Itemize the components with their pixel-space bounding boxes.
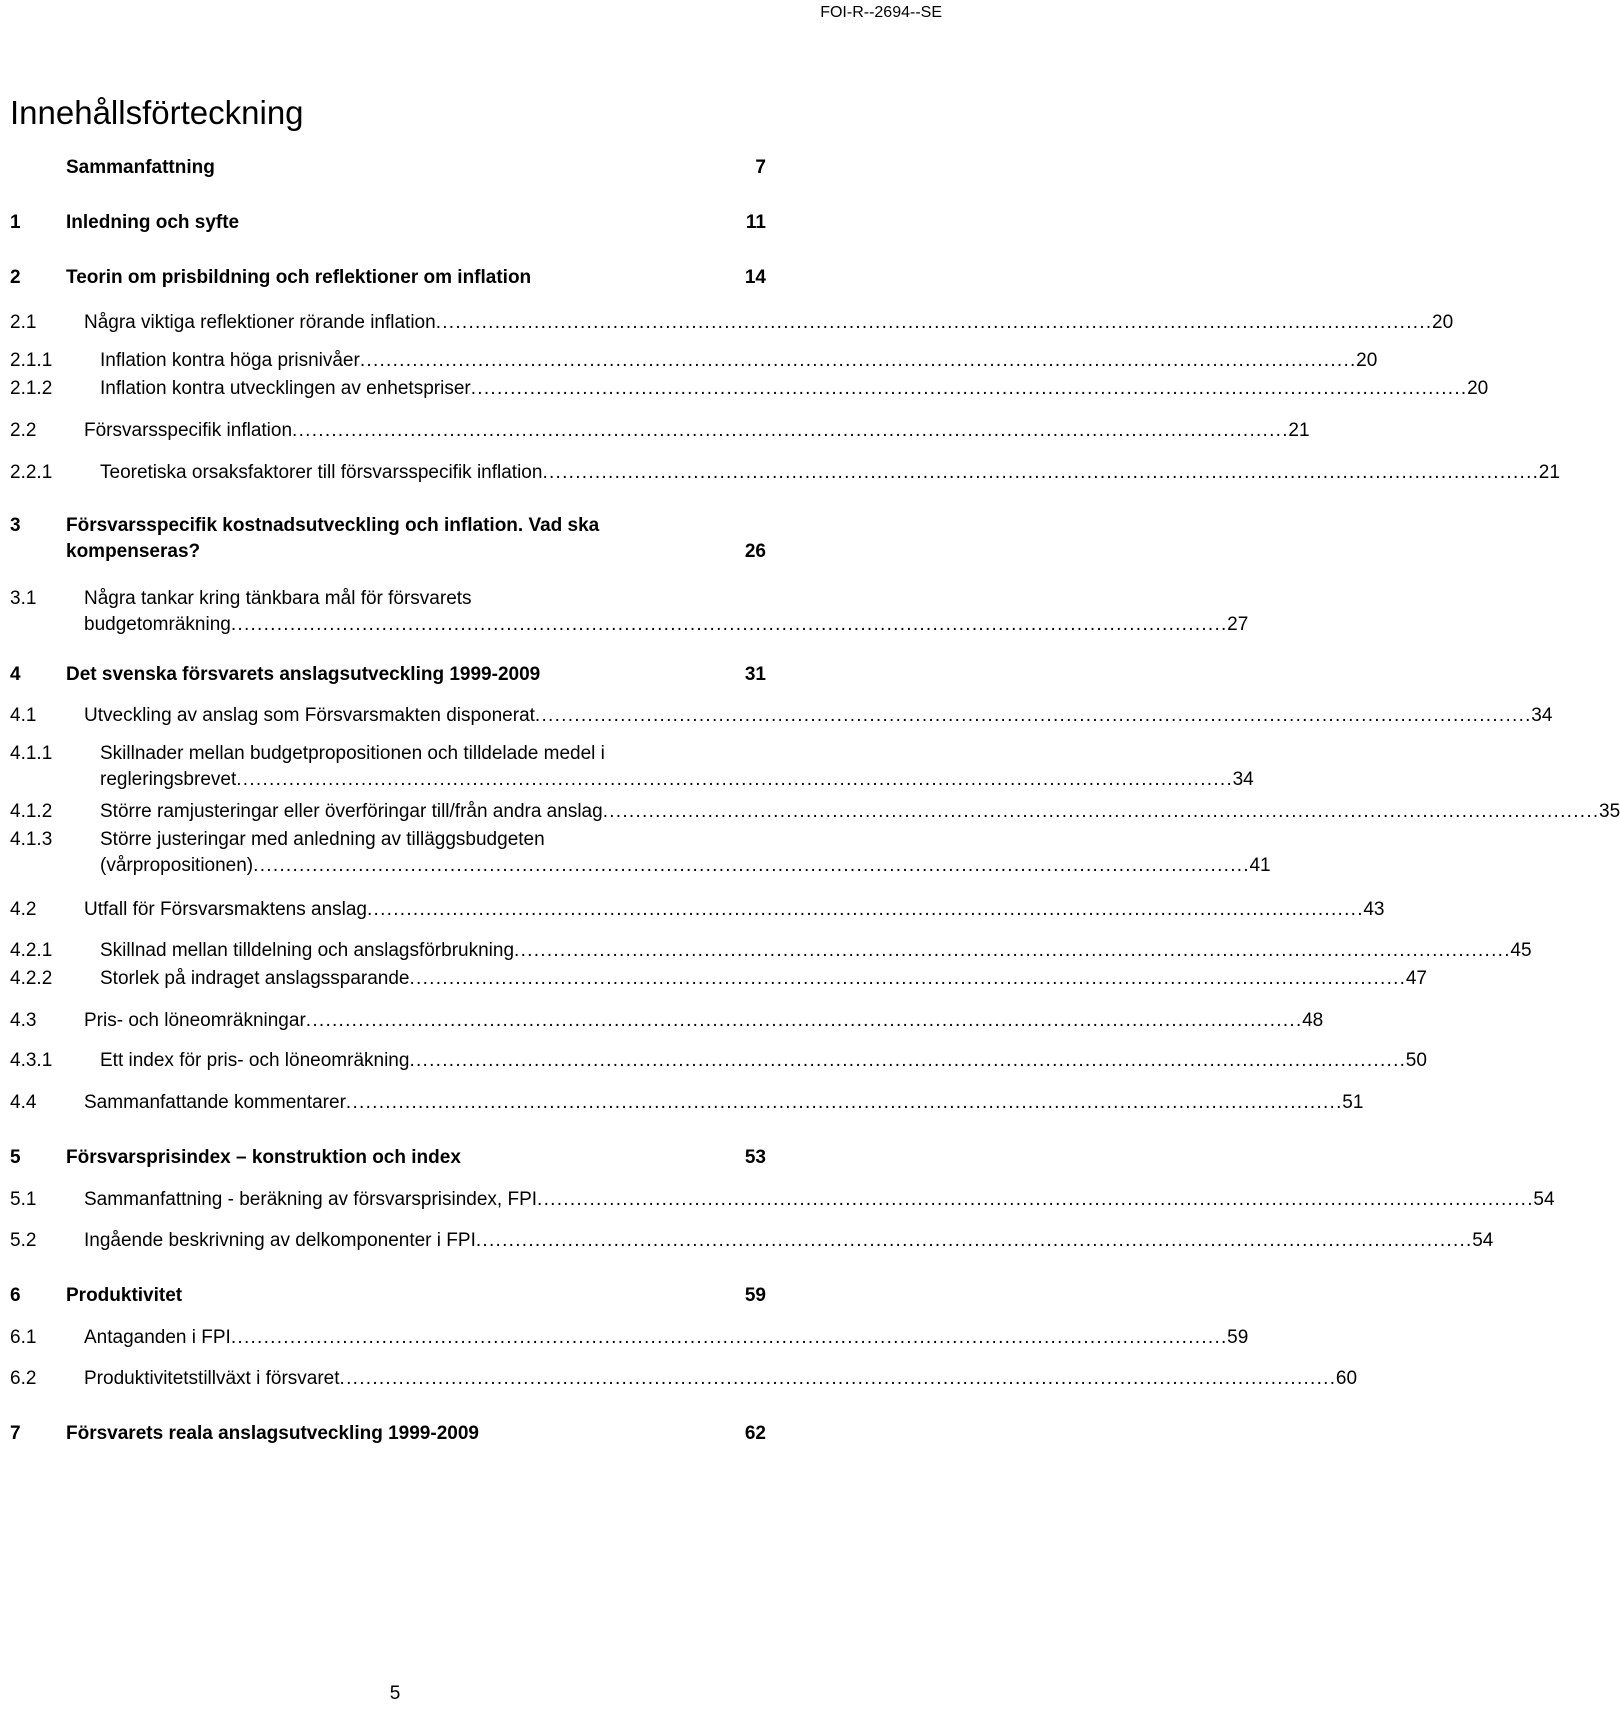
dot-leader bbox=[409, 1048, 1402, 1074]
toc-entry-page: 20 bbox=[1432, 312, 1454, 333]
dot-leader bbox=[292, 418, 1285, 444]
toc-entry-page: 48 bbox=[1302, 1010, 1324, 1031]
toc-entry[interactable] bbox=[10, 799, 1620, 825]
toc-entry-number: 4.4 bbox=[10, 1092, 37, 1113]
dot-leader bbox=[535, 703, 1528, 729]
toc-entry[interactable] bbox=[10, 1325, 1249, 1351]
toc-entry-page: 11 bbox=[745, 212, 766, 233]
toc-entry-page: 47 bbox=[1405, 968, 1427, 989]
toc-entry-title: Det svenska försvarets anslagsutveckling 1999-2009 bbox=[66, 664, 541, 685]
toc-entry[interactable] bbox=[10, 741, 1254, 793]
toc-entry[interactable] bbox=[10, 460, 1560, 486]
dot-leader bbox=[436, 310, 1429, 336]
dot-leader bbox=[471, 376, 1464, 402]
toc-entry-number: 4.3 bbox=[10, 1010, 37, 1031]
toc-entry-number: 4.1.2 bbox=[10, 801, 53, 822]
toc-entry[interactable] bbox=[10, 418, 1310, 444]
toc-entry-number: 2.2.1 bbox=[10, 462, 53, 483]
toc-entry-title: Produktivitet bbox=[66, 1285, 183, 1306]
toc-entry-page: 41 bbox=[1249, 855, 1271, 876]
toc-entry-number: 2 bbox=[10, 267, 21, 288]
toc-entry-page: 53 bbox=[744, 1147, 766, 1168]
toc-entry-title: Antaganden i FPI bbox=[84, 1327, 231, 1348]
toc-entry[interactable] bbox=[10, 1366, 1358, 1392]
toc-entry-number: 6 bbox=[10, 1285, 21, 1306]
toc-entry-page: 51 bbox=[1342, 1092, 1364, 1113]
dot-leader bbox=[542, 460, 1535, 486]
toc-entry-title: Försvarsspecifik kostnadsutveckling och inflation. Vad ska bbox=[66, 515, 600, 536]
dot-leader bbox=[346, 1090, 1339, 1116]
toc-entry-title: Sammanfattning - beräkning av försvarsprisindex, FPI bbox=[84, 1189, 538, 1210]
toc-entry-page: 54 bbox=[1533, 1189, 1555, 1210]
dot-leader bbox=[603, 799, 1596, 825]
toc-entry-page: 20 bbox=[1356, 350, 1378, 371]
toc-entry-page: 34 bbox=[1531, 705, 1553, 726]
toc-entry[interactable] bbox=[10, 827, 1271, 879]
toc-entry-page: 7 bbox=[755, 157, 766, 178]
toc-entry[interactable] bbox=[10, 1090, 1364, 1116]
toc-entry-number: 5.1 bbox=[10, 1189, 37, 1210]
toc-entry-page: 59 bbox=[1227, 1327, 1249, 1348]
toc-entry-title: Teoretiska orsaksfaktorer till försvarsspecifik inflation bbox=[100, 462, 543, 483]
toc-entry-number: 5 bbox=[10, 1147, 21, 1168]
dot-leader bbox=[537, 1187, 1530, 1213]
dot-leader bbox=[236, 767, 1229, 793]
toc-entry-title: Utfall för Försvarsmaktens anslag bbox=[84, 899, 367, 920]
toc-entry[interactable] bbox=[10, 1283, 766, 1309]
toc-entry-title: Inflation kontra utvecklingen av enhetspriser bbox=[100, 378, 471, 399]
toc-entry-title: Pris- och löneomräkningar bbox=[84, 1010, 306, 1031]
toc-entry-title-cont: regleringsbrevet bbox=[100, 769, 237, 790]
toc-entry-number: 7 bbox=[10, 1423, 21, 1444]
dot-leader bbox=[340, 1366, 1333, 1392]
dot-leader bbox=[476, 1228, 1469, 1254]
toc-entry[interactable] bbox=[10, 1048, 1427, 1074]
dot-leader bbox=[231, 612, 1224, 638]
toc-entry[interactable] bbox=[10, 897, 1385, 923]
toc-entry[interactable] bbox=[10, 1421, 766, 1447]
toc-entry-title: Inledning och syfte bbox=[66, 212, 240, 233]
toc-entry-title: Sammanfattning bbox=[66, 157, 215, 178]
toc-entry-title: Ett index för pris- och löneomräkning bbox=[100, 1050, 410, 1071]
toc-entry-page: 59 bbox=[744, 1285, 766, 1306]
toc-entry-number: 4.1.1 bbox=[10, 743, 53, 764]
toc-entry-page: 35 bbox=[1599, 801, 1620, 822]
toc-entry-title: Utveckling av anslag som Försvarsmakten disponerat bbox=[84, 705, 535, 726]
toc-entry-number: 4.2.1 bbox=[10, 940, 53, 961]
toc-entry-title: Försvarets reala anslagsutveckling 1999-2009 bbox=[66, 1423, 479, 1444]
toc-entry-number: 4.2.2 bbox=[10, 968, 53, 989]
toc-entry-title: Produktivitetstillväxt i försvaret bbox=[84, 1368, 340, 1389]
toc-entry[interactable] bbox=[10, 938, 1532, 964]
toc-entry-page: 62 bbox=[744, 1423, 766, 1444]
toc-entry[interactable] bbox=[10, 513, 766, 565]
toc-entry-page: 21 bbox=[1538, 462, 1560, 483]
toc-entry-title-cont: (vårpropositionen) bbox=[100, 855, 254, 876]
toc-entry-title: Skillnad mellan tilldelning och anslagsförbrukning bbox=[100, 940, 515, 961]
toc-entry-number: 5.2 bbox=[10, 1230, 37, 1251]
toc-entry-title: Några viktiga reflektioner rörande inflation bbox=[84, 312, 436, 333]
toc-entry-number: 4.1 bbox=[10, 705, 37, 726]
toc-entry-title: Teorin om prisbildning och reflektioner om inflation bbox=[66, 267, 532, 288]
toc-entry-title-cont: kompenseras? bbox=[66, 541, 201, 562]
toc-entry[interactable] bbox=[10, 662, 766, 688]
toc-entry[interactable] bbox=[10, 703, 1553, 729]
page-number: 5 bbox=[389, 1683, 401, 1704]
toc-entry[interactable] bbox=[10, 210, 766, 236]
toc-entry-page: 60 bbox=[1335, 1368, 1358, 1389]
toc-entry-number: 6.2 bbox=[10, 1368, 37, 1389]
toc-entry-page: 27 bbox=[1227, 614, 1249, 635]
toc-entry-number: 4.3.1 bbox=[10, 1050, 53, 1071]
toc-entry-page: 21 bbox=[1288, 420, 1310, 441]
toc-entry-title-cont: budgetomräkning bbox=[84, 614, 231, 635]
toc-entry[interactable] bbox=[10, 376, 1489, 402]
toc-entry-page: 54 bbox=[1472, 1230, 1494, 1251]
toc-entry[interactable] bbox=[10, 586, 1249, 638]
toc-entry-number: 1 bbox=[10, 212, 21, 233]
toc-entry-title: Skillnader mellan budgetpropositionen och tilldelade medel i bbox=[100, 743, 605, 764]
dot-leader bbox=[367, 897, 1360, 923]
dot-leader bbox=[306, 1008, 1299, 1034]
page-title: Innehållsförteckning bbox=[10, 94, 304, 131]
dot-leader bbox=[514, 938, 1507, 964]
toc-entry-page: 50 bbox=[1405, 1050, 1427, 1071]
toc-entry-page: 14 bbox=[744, 267, 766, 288]
toc-entry[interactable] bbox=[10, 310, 1454, 336]
toc-entry-number: 4.1.3 bbox=[10, 829, 53, 850]
toc-entry-title: Storlek på indraget anslagssparande bbox=[100, 968, 410, 989]
toc-entry[interactable] bbox=[10, 1228, 1494, 1254]
toc-entry-title: Större ramjusteringar eller överföringar till/från andra anslag bbox=[100, 801, 603, 822]
toc-entry-page: 45 bbox=[1510, 940, 1532, 961]
toc-entry[interactable] bbox=[10, 966, 1427, 992]
toc-entry-number: 2.1.2 bbox=[10, 378, 53, 399]
toc-entry-title: Större justeringar med anledning av tilläggsbudgeten bbox=[100, 829, 545, 850]
toc-entry-title: Försvarsprisindex – konstruktion och index bbox=[66, 1147, 461, 1168]
toc-entry-number: 3 bbox=[10, 515, 21, 536]
toc-entry-page: 20 bbox=[1467, 378, 1489, 399]
toc-entry[interactable] bbox=[10, 1187, 1555, 1213]
toc-entry-title: Sammanfattande kommentarer bbox=[84, 1092, 346, 1113]
toc-entry[interactable] bbox=[10, 265, 766, 291]
dot-leader bbox=[409, 966, 1402, 992]
toc-entry-page: 43 bbox=[1363, 899, 1385, 920]
toc-entry-number: 2.1 bbox=[10, 312, 37, 333]
dot-leader bbox=[360, 348, 1353, 374]
toc-entry[interactable] bbox=[10, 1145, 766, 1171]
toc-entry-number: 4.2 bbox=[10, 899, 37, 920]
dot-leader bbox=[253, 853, 1246, 879]
toc-entry[interactable] bbox=[10, 1008, 1324, 1034]
toc-entry-number: 3.1 bbox=[10, 588, 37, 609]
toc-entry[interactable] bbox=[10, 155, 766, 181]
toc-entry-page: 34 bbox=[1232, 769, 1254, 790]
toc-entry-number: 2.1.1 bbox=[10, 350, 53, 371]
toc-entry-page: 31 bbox=[744, 664, 766, 685]
toc-entry[interactable] bbox=[10, 348, 1378, 374]
toc-entry-page: 26 bbox=[744, 541, 766, 562]
toc-entry-number: 2.2 bbox=[10, 420, 37, 441]
dot-leader bbox=[231, 1325, 1224, 1351]
toc-entry-number: 6.1 bbox=[10, 1327, 37, 1348]
toc-entry-title: Ingående beskrivning av delkomponenter i FPI bbox=[84, 1230, 476, 1251]
toc-entry-title: Försvarsspecifik inflation bbox=[84, 420, 293, 441]
report-id: FOI-R--2694--SE bbox=[820, 4, 942, 21]
toc-entry-title: Några tankar kring tänkbara mål för försvarets bbox=[84, 588, 472, 609]
toc-entry-title: Inflation kontra höga prisnivåer bbox=[100, 350, 360, 371]
toc-entry-number: 4 bbox=[10, 664, 21, 685]
